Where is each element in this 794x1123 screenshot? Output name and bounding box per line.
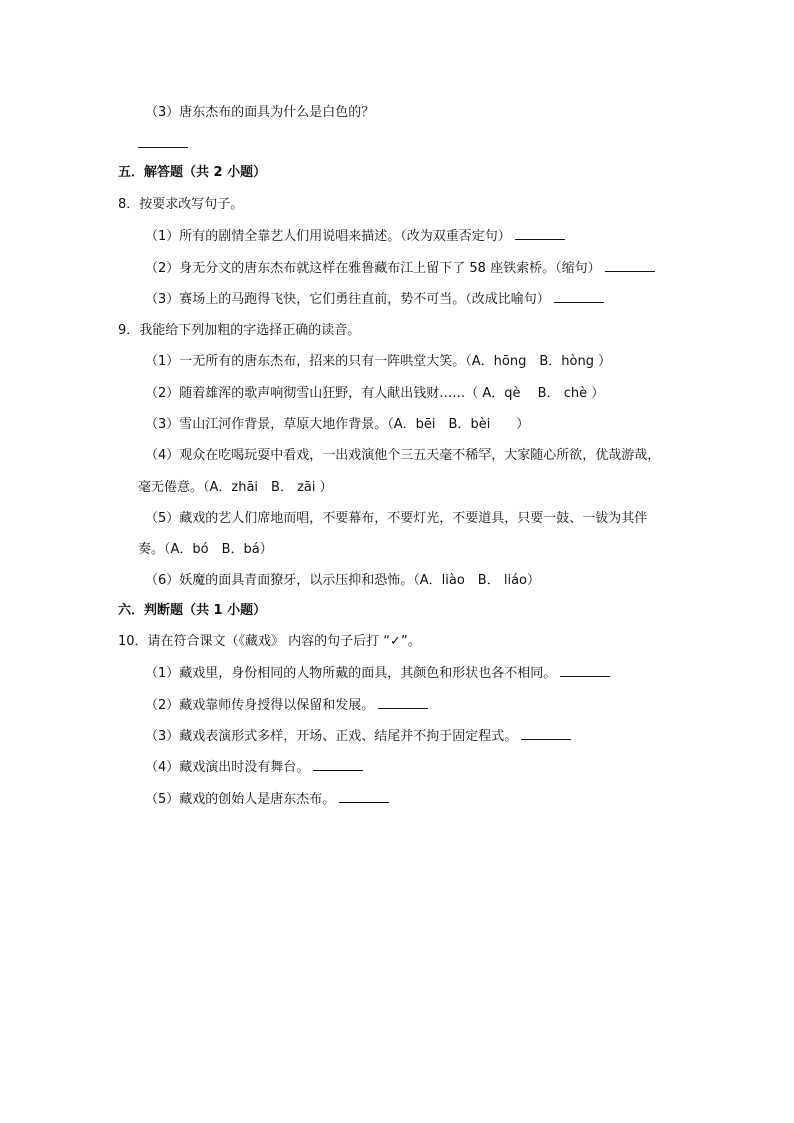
q8-stem: 8．按要求改写句子。 bbox=[118, 197, 244, 212]
q8-item-2-answer-blank[interactable] bbox=[605, 259, 655, 272]
q9-stem: 9．我能给下列加粗的字选择正确的读音。 bbox=[118, 323, 361, 338]
q8-item-1-text: （1）所有的剧情全靠艺人们用说唱来描述。（改为双重否定句） bbox=[145, 229, 511, 244]
section-6-heading: 六．判断题（共 1 小题） bbox=[118, 603, 267, 618]
q10-item-5-text: （5）藏戏的创始人是唐东杰布。 bbox=[145, 792, 336, 807]
q10-item-4 bbox=[145, 758, 363, 778]
q10-item-2 bbox=[145, 696, 428, 716]
q8-item-1-answer-blank[interactable] bbox=[515, 227, 565, 240]
q10-stem: 10．请在符合课文（《藏戏》 内容的句子后打 “✓”。 bbox=[118, 634, 421, 649]
q9-item-4: （4）观众在吃喝玩耍中看戏，一出戏演他个三五天毫不稀罕，大家随心所欲，优哉游哉， bbox=[145, 448, 661, 463]
q7-item-3-answer-blank[interactable] bbox=[138, 147, 188, 148]
q10-item-2-answer-blank[interactable] bbox=[378, 696, 428, 709]
q10-item-3-text: （3）藏戏表演形式多样，开场、正戏、结尾并不拘于固定程式。 bbox=[145, 729, 518, 744]
q10-item-1 bbox=[145, 664, 610, 684]
q7-item-3: （3）唐东杰布的面具为什么是白色的？ bbox=[145, 105, 375, 120]
q8-item-2-text: （2）身无分文的唐东杰布就这样在雅鲁藏布江上留下了 58 座铁索桥。（缩句） bbox=[145, 261, 601, 276]
section-5-heading: 五．解答题（共 2 小题） bbox=[118, 165, 267, 180]
q8-item-2 bbox=[145, 259, 655, 279]
q10-item-5 bbox=[145, 790, 389, 810]
q10-item-3 bbox=[145, 727, 571, 747]
q8-item-3-answer-blank[interactable] bbox=[554, 290, 604, 303]
q8-item-1 bbox=[145, 227, 565, 247]
q9-item-5-cont: 奏。（A．bó B．bá） bbox=[138, 542, 273, 557]
q9-item-3: （3）雪山江河作背景，草原大地作背景。（A．bēi B．bèi ） bbox=[145, 417, 530, 432]
q9-item-6: （6）妖魔的面具青面獠牙，以示压抑和恐怖。（A．liào B． liáo） bbox=[145, 573, 541, 588]
q10-item-1-answer-blank[interactable] bbox=[560, 664, 610, 677]
q9-item-5: （5）藏戏的艺人们席地而唱，不要幕布，不要灯光，不要道具，只要一鼓、一钹为其伴 bbox=[145, 511, 648, 526]
q9-item-1: （1）一无所有的唐东杰布，招来的只有一阵哄堂大笑。（A．hōng B．hòng ） bbox=[145, 354, 612, 369]
q8-item-3-text: （3）赛场上的马跑得飞快，它们勇往直前，势不可当。（改成比喻句） bbox=[145, 292, 550, 307]
q10-item-3-answer-blank[interactable] bbox=[521, 727, 571, 740]
q10-item-4-text: （4）藏戏演出时没有舞台。 bbox=[145, 760, 310, 775]
q10-item-4-answer-blank[interactable] bbox=[313, 758, 363, 771]
q9-item-2: （2）随着雄浑的歌声响彻雪山狂野，有人献出钱财……（ A．qè B． chè ） bbox=[145, 386, 605, 401]
q9-item-4-cont: 毫无倦意。（A．zhāi B． zāi ） bbox=[138, 480, 333, 495]
q10-item-2-text: （2）藏戏靠师传身授得以保留和发展。 bbox=[145, 698, 375, 713]
q8-item-3 bbox=[145, 290, 604, 310]
q10-item-5-answer-blank[interactable] bbox=[339, 790, 389, 803]
q10-item-1-text: （1）藏戏里，身份相同的人物所戴的面具，其颜色和形状也各不相同。 bbox=[145, 666, 557, 681]
